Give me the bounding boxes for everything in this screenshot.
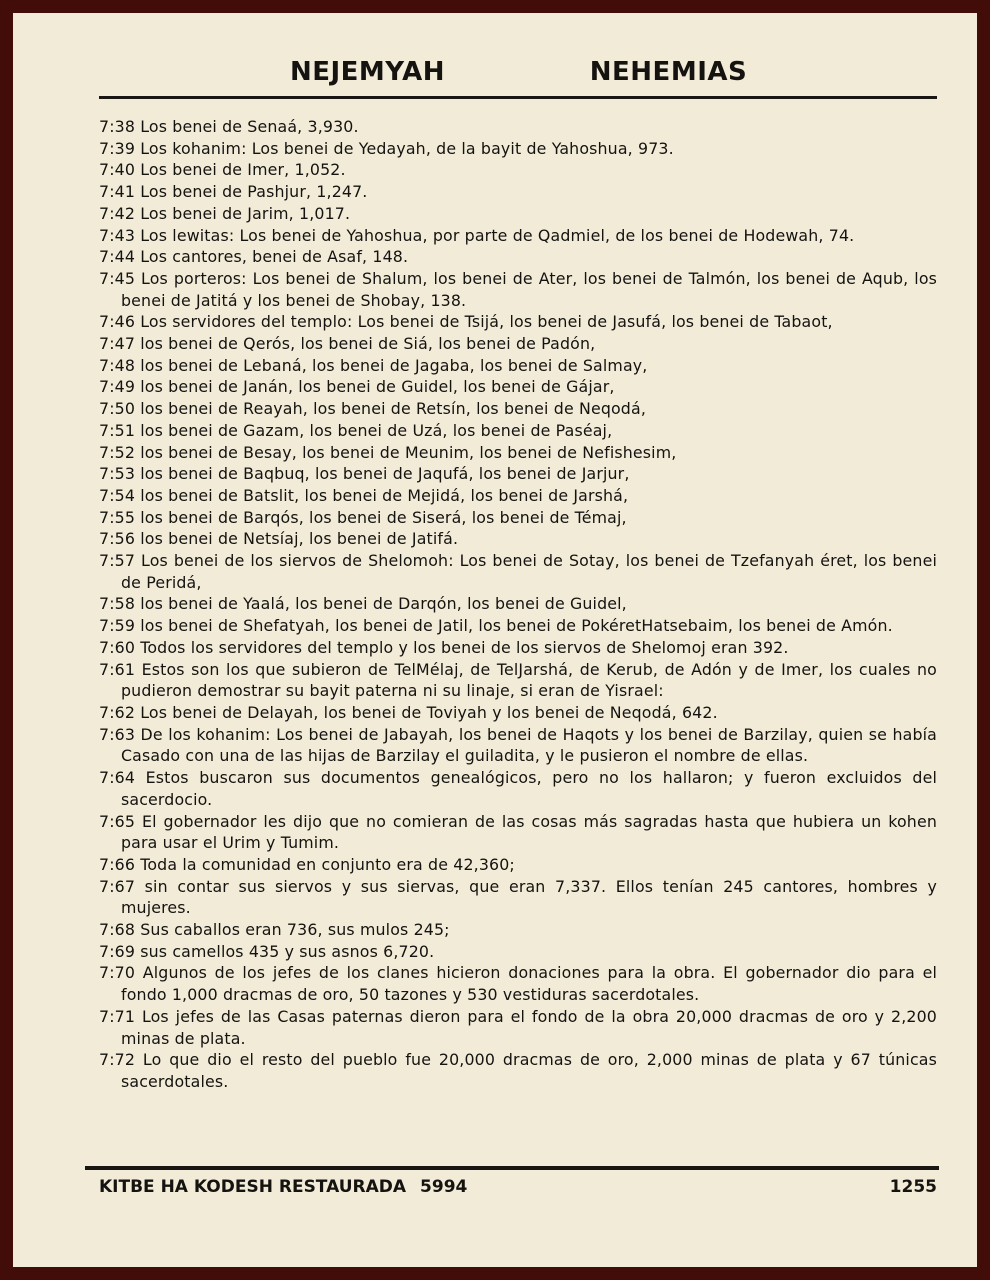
verse-ref: 7:54 — [99, 485, 136, 505]
verse-text: Los benei de los siervos de Shelomoh: Los benei de Sotay, los benei de Tzefanyah éret, los benei de Peridá, — [121, 551, 937, 592]
verse-text: los benei de Barqós, los benei de Siserá, los benei de Témaj, — [140, 507, 627, 527]
page-header — [99, 57, 937, 87]
verse-text: los benei de Shefatyah, los benei de Jatil, los benei de PokéretHatsebaim, los benei de Amón. — [140, 616, 893, 636]
footer-page-number: 1255 — [889, 1177, 937, 1197]
verse-paragraph — [99, 767, 937, 810]
verse-paragraph — [99, 811, 937, 854]
footer-left — [99, 1177, 467, 1197]
verse-paragraph — [99, 507, 937, 529]
page-footer — [99, 1166, 937, 1197]
verse-paragraph — [99, 333, 937, 355]
verse-ref: 7:58 — [99, 594, 136, 614]
verse-text: Estos son los que subieron de TelMélaj, de TelJarshá, de Kerub, de Adón y de Imer, los cuales no pudieron demostrar su bayit paterna ni su linaje, si eran de Yisrael: — [121, 659, 937, 701]
verse-paragraph — [99, 246, 937, 268]
verse-paragraph — [99, 593, 937, 615]
verse-paragraph — [99, 1006, 937, 1049]
verse-paragraph — [99, 463, 937, 485]
footer-book-title: KITBE HA KODESH RESTAURADA — [99, 1177, 407, 1197]
verse-paragraph — [99, 876, 937, 919]
verse-text: Los benei de Delayah, los benei de Toviyah y los benei de Neqodá, 642. — [140, 702, 718, 722]
verse-ref: 7:68 — [99, 920, 136, 940]
verse-ref: 7:42 — [99, 203, 136, 223]
verse-paragraph — [99, 203, 937, 225]
verse-ref: 7:61 — [99, 659, 136, 679]
verse-text: los benei de Yaalá, los benei de Darqón, los benei de Guidel, — [140, 594, 627, 614]
verse-text: Los benei de Senaá, 3,930. — [140, 117, 359, 136]
verse-ref: 7:52 — [99, 442, 136, 462]
verse-ref: 7:66 — [99, 854, 136, 874]
verse-ref: 7:53 — [99, 464, 136, 484]
verse-ref: 7:48 — [99, 355, 136, 375]
verse-paragraph — [99, 376, 937, 398]
header-rule — [99, 96, 937, 99]
verse-ref: 7:39 — [99, 138, 136, 158]
verse-paragraph — [99, 311, 937, 333]
verse-text: Sus caballos eran 736, sus mulos 245; — [140, 920, 450, 940]
verse-paragraph — [99, 355, 937, 377]
verse-text: Los jefes de las Casas paternas dieron para el fondo de la obra 20,000 dracmas de oro y 2,200 minas de plata. — [121, 1006, 937, 1048]
verse-ref: 7:44 — [99, 247, 136, 267]
verse-ref: 7:63 — [99, 724, 136, 744]
verse-ref: 7:43 — [99, 225, 136, 245]
verse-text: Los lewitas: Los benei de Yahoshua, por parte de Qadmiel, de los benei de Hodewah, 74. — [140, 225, 855, 245]
verse-paragraph — [99, 442, 937, 464]
verse-text: Los benei de Jarim, 1,017. — [140, 203, 351, 223]
verse-ref: 7:50 — [99, 399, 136, 419]
verse-ref: 7:67 — [99, 876, 136, 896]
verse-list — [99, 116, 937, 1166]
verse-ref: 7:69 — [99, 941, 136, 961]
verse-paragraph — [99, 268, 937, 311]
verse-ref: 7:47 — [99, 334, 136, 354]
verse-paragraph — [99, 138, 937, 160]
verse-text: Algunos de los jefes de los clanes hicieron donaciones para la obra. El gobernador dio para el fondo 1,000 dracmas de oro, 50 tazones y 530 vestiduras sacerdotales. — [121, 963, 937, 1005]
verse-text: Los servidores del templo: Los benei de Tsijá, los benei de Jasufá, los benei de Tabaot, — [140, 312, 833, 332]
verse-paragraph — [99, 420, 937, 442]
verse-text: Los kohanim: Los benei de Yedayah, de la bayit de Yahoshua, 973. — [140, 138, 674, 158]
verse-paragraph — [99, 181, 937, 203]
verse-text: los benei de Reayah, los benei de Retsín, los benei de Neqodá, — [140, 399, 646, 419]
verse-ref: 7:62 — [99, 702, 136, 722]
verse-paragraph — [99, 225, 937, 247]
verse-text: El gobernador les dijo que no comieran de las cosas más sagradas hasta que hubiera un kohen para usar el Urim y Tumim. — [121, 811, 937, 853]
verse-ref: 7:70 — [99, 963, 136, 983]
verse-ref: 7:72 — [99, 1050, 136, 1070]
verse-paragraph — [99, 919, 937, 941]
verse-text: Estos buscaron sus documentos genealógicos, pero no los hallaron; y fueron excluidos del sacerdocio. — [121, 768, 937, 809]
verse-text: Todos los servidores del templo y los benei de los siervos de Shelomoj eran 392. — [140, 637, 789, 657]
verse-paragraph — [99, 615, 937, 637]
verse-paragraph — [99, 962, 937, 1005]
verse-ref: 7:60 — [99, 637, 136, 657]
verse-paragraph — [99, 528, 937, 550]
footer-year: 5994 — [420, 1177, 468, 1197]
header-title-left: NEJEMYAH — [289, 57, 446, 87]
verse-ref: 7:65 — [99, 811, 136, 831]
verse-paragraph — [99, 941, 937, 963]
verse-text: Los benei de Pashjur, 1,247. — [140, 182, 368, 202]
verse-text: los benei de Gazam, los benei de Uzá, los benei de Paséaj, — [140, 420, 613, 440]
verse-paragraph — [99, 398, 937, 420]
verse-ref: 7:56 — [99, 529, 136, 549]
verse-text: Lo que dio el resto del pueblo fue 20,000 dracmas de oro, 2,000 minas de plata y 67 túnicas sacerdotales. — [121, 1050, 937, 1091]
verse-text: los benei de Lebaná, los benei de Jagaba, los benei de Salmay, — [140, 355, 648, 375]
verse-ref: 7:59 — [99, 616, 136, 636]
verse-ref: 7:41 — [99, 182, 136, 202]
verse-text: Toda la comunidad en conjunto era de 42,360; — [140, 854, 515, 874]
verse-text: sus camellos 435 y sus asnos 6,720. — [140, 941, 435, 961]
verse-ref: 7:64 — [99, 768, 136, 788]
verse-paragraph — [99, 854, 937, 876]
footer-row — [99, 1177, 937, 1197]
verse-ref: 7:46 — [99, 312, 136, 332]
header-title-right: NEHEMIAS — [589, 57, 748, 87]
verse-paragraph — [99, 659, 937, 702]
verse-text: los benei de Qerós, los benei de Siá, los benei de Padón, — [140, 334, 596, 354]
verse-paragraph — [99, 485, 937, 507]
verse-paragraph — [99, 116, 937, 138]
verse-paragraph — [99, 1049, 937, 1092]
verse-text: los benei de Netsíaj, los benei de Jatifá. — [140, 529, 459, 549]
verse-ref: 7:51 — [99, 420, 136, 440]
verse-ref: 7:40 — [99, 160, 136, 180]
verse-text: los benei de Batslit, los benei de Mejidá, los benei de Jarshá, — [140, 485, 629, 505]
verse-ref: 7:49 — [99, 377, 136, 397]
footer-rule — [85, 1166, 939, 1170]
verse-text: sin contar sus siervos y sus siervas, que eran 7,337. Ellos tenían 245 cantores, hombres y mujeres. — [121, 876, 937, 918]
verse-paragraph — [99, 550, 937, 593]
verse-ref: 7:71 — [99, 1006, 136, 1026]
verse-text: Los porteros: Los benei de Shalum, los benei de Ater, los benei de Talmón, los benei de Aqub, los benei de Jatitá y los benei de Shobay, 138. — [121, 268, 937, 310]
verse-paragraph — [99, 637, 937, 659]
verse-paragraph — [99, 724, 937, 767]
verse-ref: 7:38 — [99, 117, 136, 136]
verse-text: De los kohanim: Los benei de Jabayah, los benei de Haqots y los benei de Barzilay, quien se había Casado con una de las hijas de Barzilay el guiladita, y le pusieron el nombre de ellas. — [121, 724, 937, 766]
verse-ref: 7:45 — [99, 268, 136, 288]
verse-ref: 7:55 — [99, 507, 136, 527]
verse-text: los benei de Janán, los benei de Guidel, los benei de Gájar, — [140, 377, 615, 397]
verse-ref: 7:57 — [99, 551, 136, 571]
verse-text: los benei de Besay, los benei de Meunim, los benei de Nefishesim, — [140, 442, 677, 462]
verse-text: Los cantores, benei de Asaf, 148. — [140, 247, 409, 267]
verse-text: Los benei de Imer, 1,052. — [140, 160, 346, 180]
verse-paragraph — [99, 159, 937, 181]
verse-paragraph — [99, 702, 937, 724]
verse-text: los benei de Baqbuq, los benei de Jaqufá, los benei de Jarjur, — [140, 464, 630, 484]
